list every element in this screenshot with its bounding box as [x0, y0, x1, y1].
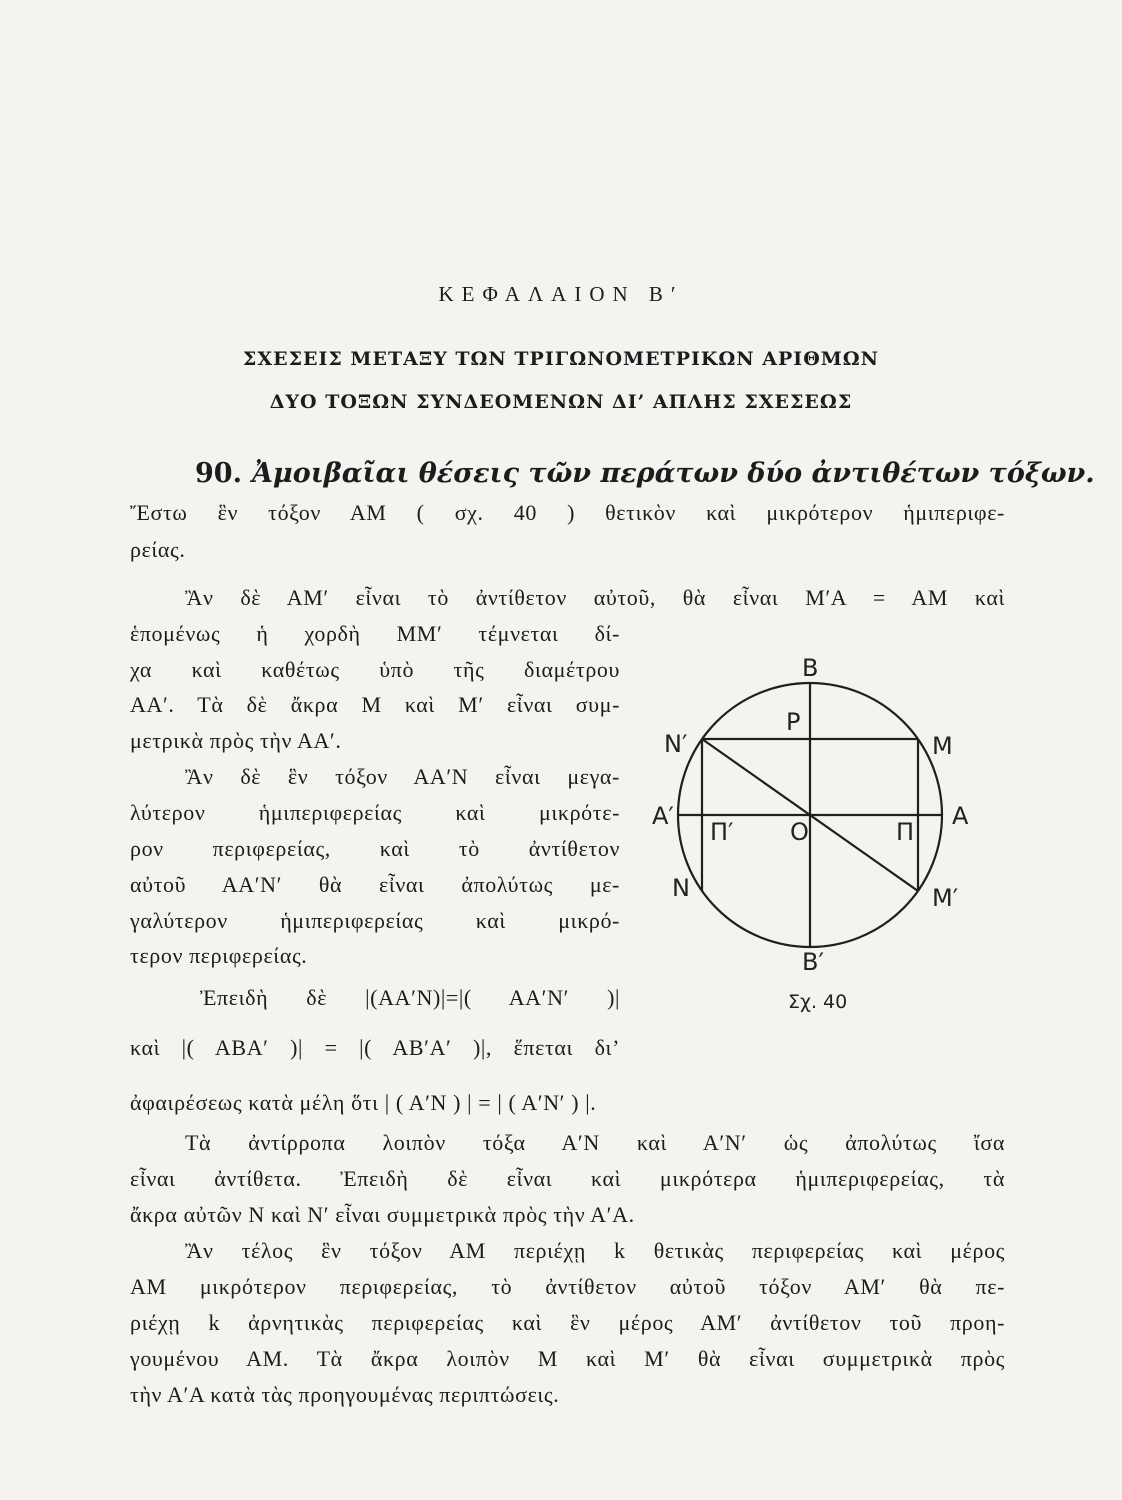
label-o: O — [790, 818, 809, 846]
text-line: γαλύτερον ἡμιπεριφερείας καὶ μικρό- — [130, 908, 620, 933]
section-title: Ἀμοιβαῖαι θέσεις τῶν περάτων δύο ἀντιθέτων τόξων. — [251, 458, 1095, 489]
figure-40 — [640, 650, 980, 1020]
text-line: ἑπομένως ἡ χορδὴ ΜΜ′ τέμνεται δί- — [130, 621, 620, 646]
label-m: M — [932, 732, 953, 760]
text-line: Ἂν δὲ ΑΜ′ εἶναι τὸ ἀντίθετον αὐτοῦ, θὰ εἶναι Μ′Α = ΑΜ καὶ — [185, 585, 1005, 610]
text-line: αὐτοῦ ΑΑ′Ν′ θὰ εἶναι ἀπολύτως με- — [130, 872, 620, 897]
text-line: ριέχῃ k ἀρνητικὰς περιφερείας καὶ ἓν μέρος ΑΜ′ ἀντίθετον τοῦ προη- — [130, 1310, 1005, 1335]
text-line: ρείας. — [130, 537, 186, 562]
circle-diagram — [640, 650, 980, 1020]
text-line: λύτερον ἡμιπεριφερείας καὶ μικρότε- — [130, 800, 620, 825]
text-line: ΑΑ′. Τὰ δὲ ἄκρα Μ καὶ Μ′ εἶναι συμ- — [130, 692, 620, 717]
text-line: ρον περιφερείας, καὶ τὸ ἀντίθετον — [130, 836, 620, 861]
label-n-prime: N′ — [664, 730, 688, 758]
label-b-prime: B′ — [802, 948, 824, 976]
chapter-title-line-2: ΔΥΟ ΤΟΞΩΝ ΣΥΝΔΕΟΜΕΝΩΝ ΔΙ’ ΑΠΛΗΣ ΣΧΕΣΕΩΣ — [269, 391, 853, 413]
text-line: τὴν Α′Α κατὰ τὰς προηγουμένας περιπτώσεις. — [130, 1382, 560, 1407]
label-b: B — [802, 654, 819, 682]
label-a-prime: A′ — [652, 802, 674, 830]
label-a: A — [952, 802, 969, 830]
text-line: εἶναι ἀντίθετα. Ἐπειδὴ δὲ εἶναι καὶ μικρότερα ἡμιπεριφερείας, τὰ — [130, 1166, 1005, 1191]
chapter-title-line-1: ΣΧΕΣΕΙΣ ΜΕΤΑΞΥ ΤΩΝ ΤΡΙΓΩΝΟΜΕΤΡΙΚΩΝ ΑΡΙΘΜΩΝ — [242, 348, 880, 370]
text-line: ἀφαιρέσεως κατὰ μέλη ὅτι | ( Α′Ν ) | = | ( Α′Ν′ ) |. — [130, 1090, 597, 1115]
text-line: μετρικὰ πρὸς τὴν ΑΑ′. — [130, 728, 342, 753]
text-line: Ἔστω ἓν τόξον ΑΜ ( σχ. 40 ) θετικὸν καὶ μικρότερον ἡμιπεριφε- — [130, 500, 1005, 525]
text-line: Ἂν τέλος ἓν τόξον ΑΜ περιέχῃ k θετικὰς περιφερείας καὶ μέρος — [185, 1238, 1005, 1263]
text-line: Ἂν δὲ ἓν τόξον ΑΑ′Ν εἶναι μεγα- — [185, 764, 620, 789]
label-m-prime: M′ — [932, 884, 959, 912]
label-p: P — [786, 708, 801, 736]
figure-caption: Σχ. 40 — [788, 991, 848, 1013]
text-line: καὶ |( ΑΒΑ′ )| = |( ΑΒ′Α′ )|, ἕπεται δι’ — [130, 1035, 620, 1060]
text-line: γουμένου ΑΜ. Τὰ ἄκρα λοιπὸν Μ καὶ Μ′ θὰ εἶναι συμμετρικὰ πρὸς — [130, 1346, 1005, 1371]
text-line: ἄκρα αὐτῶν Ν καὶ Ν′ εἶναι συμμετρικὰ πρὸς τὴν Α′Α. — [130, 1202, 635, 1227]
text-line: τερον περιφερείας. — [130, 943, 308, 968]
text-line: ΑΜ μικρότερον περιφερείας, τὸ ἀντίθετον αὐτοῦ τόξον ΑΜ′ θὰ πε- — [130, 1274, 1005, 1299]
text-line: χα καὶ καθέτως ὑπὸ τῆς διαμέτρου — [130, 657, 620, 682]
text-line: Ἐπειδὴ δὲ |(ΑΑ′Ν)|=|( ΑΑ′Ν′ )| — [200, 985, 620, 1010]
label-n: N — [672, 874, 690, 902]
label-pi: Π — [896, 818, 915, 846]
section-number: 90. — [195, 458, 242, 489]
section-heading — [195, 458, 1095, 489]
chapter-heading: ΚΕΦΑΛΑΙΟΝ Β′ — [438, 282, 684, 306]
label-pi-prime: Π′ — [710, 818, 734, 846]
text-line: Τὰ ἀντίρροπα λοιπὸν τόξα Α′Ν καὶ Α′Ν′ ὡς ἀπολύτως ἴσα — [185, 1130, 1005, 1155]
